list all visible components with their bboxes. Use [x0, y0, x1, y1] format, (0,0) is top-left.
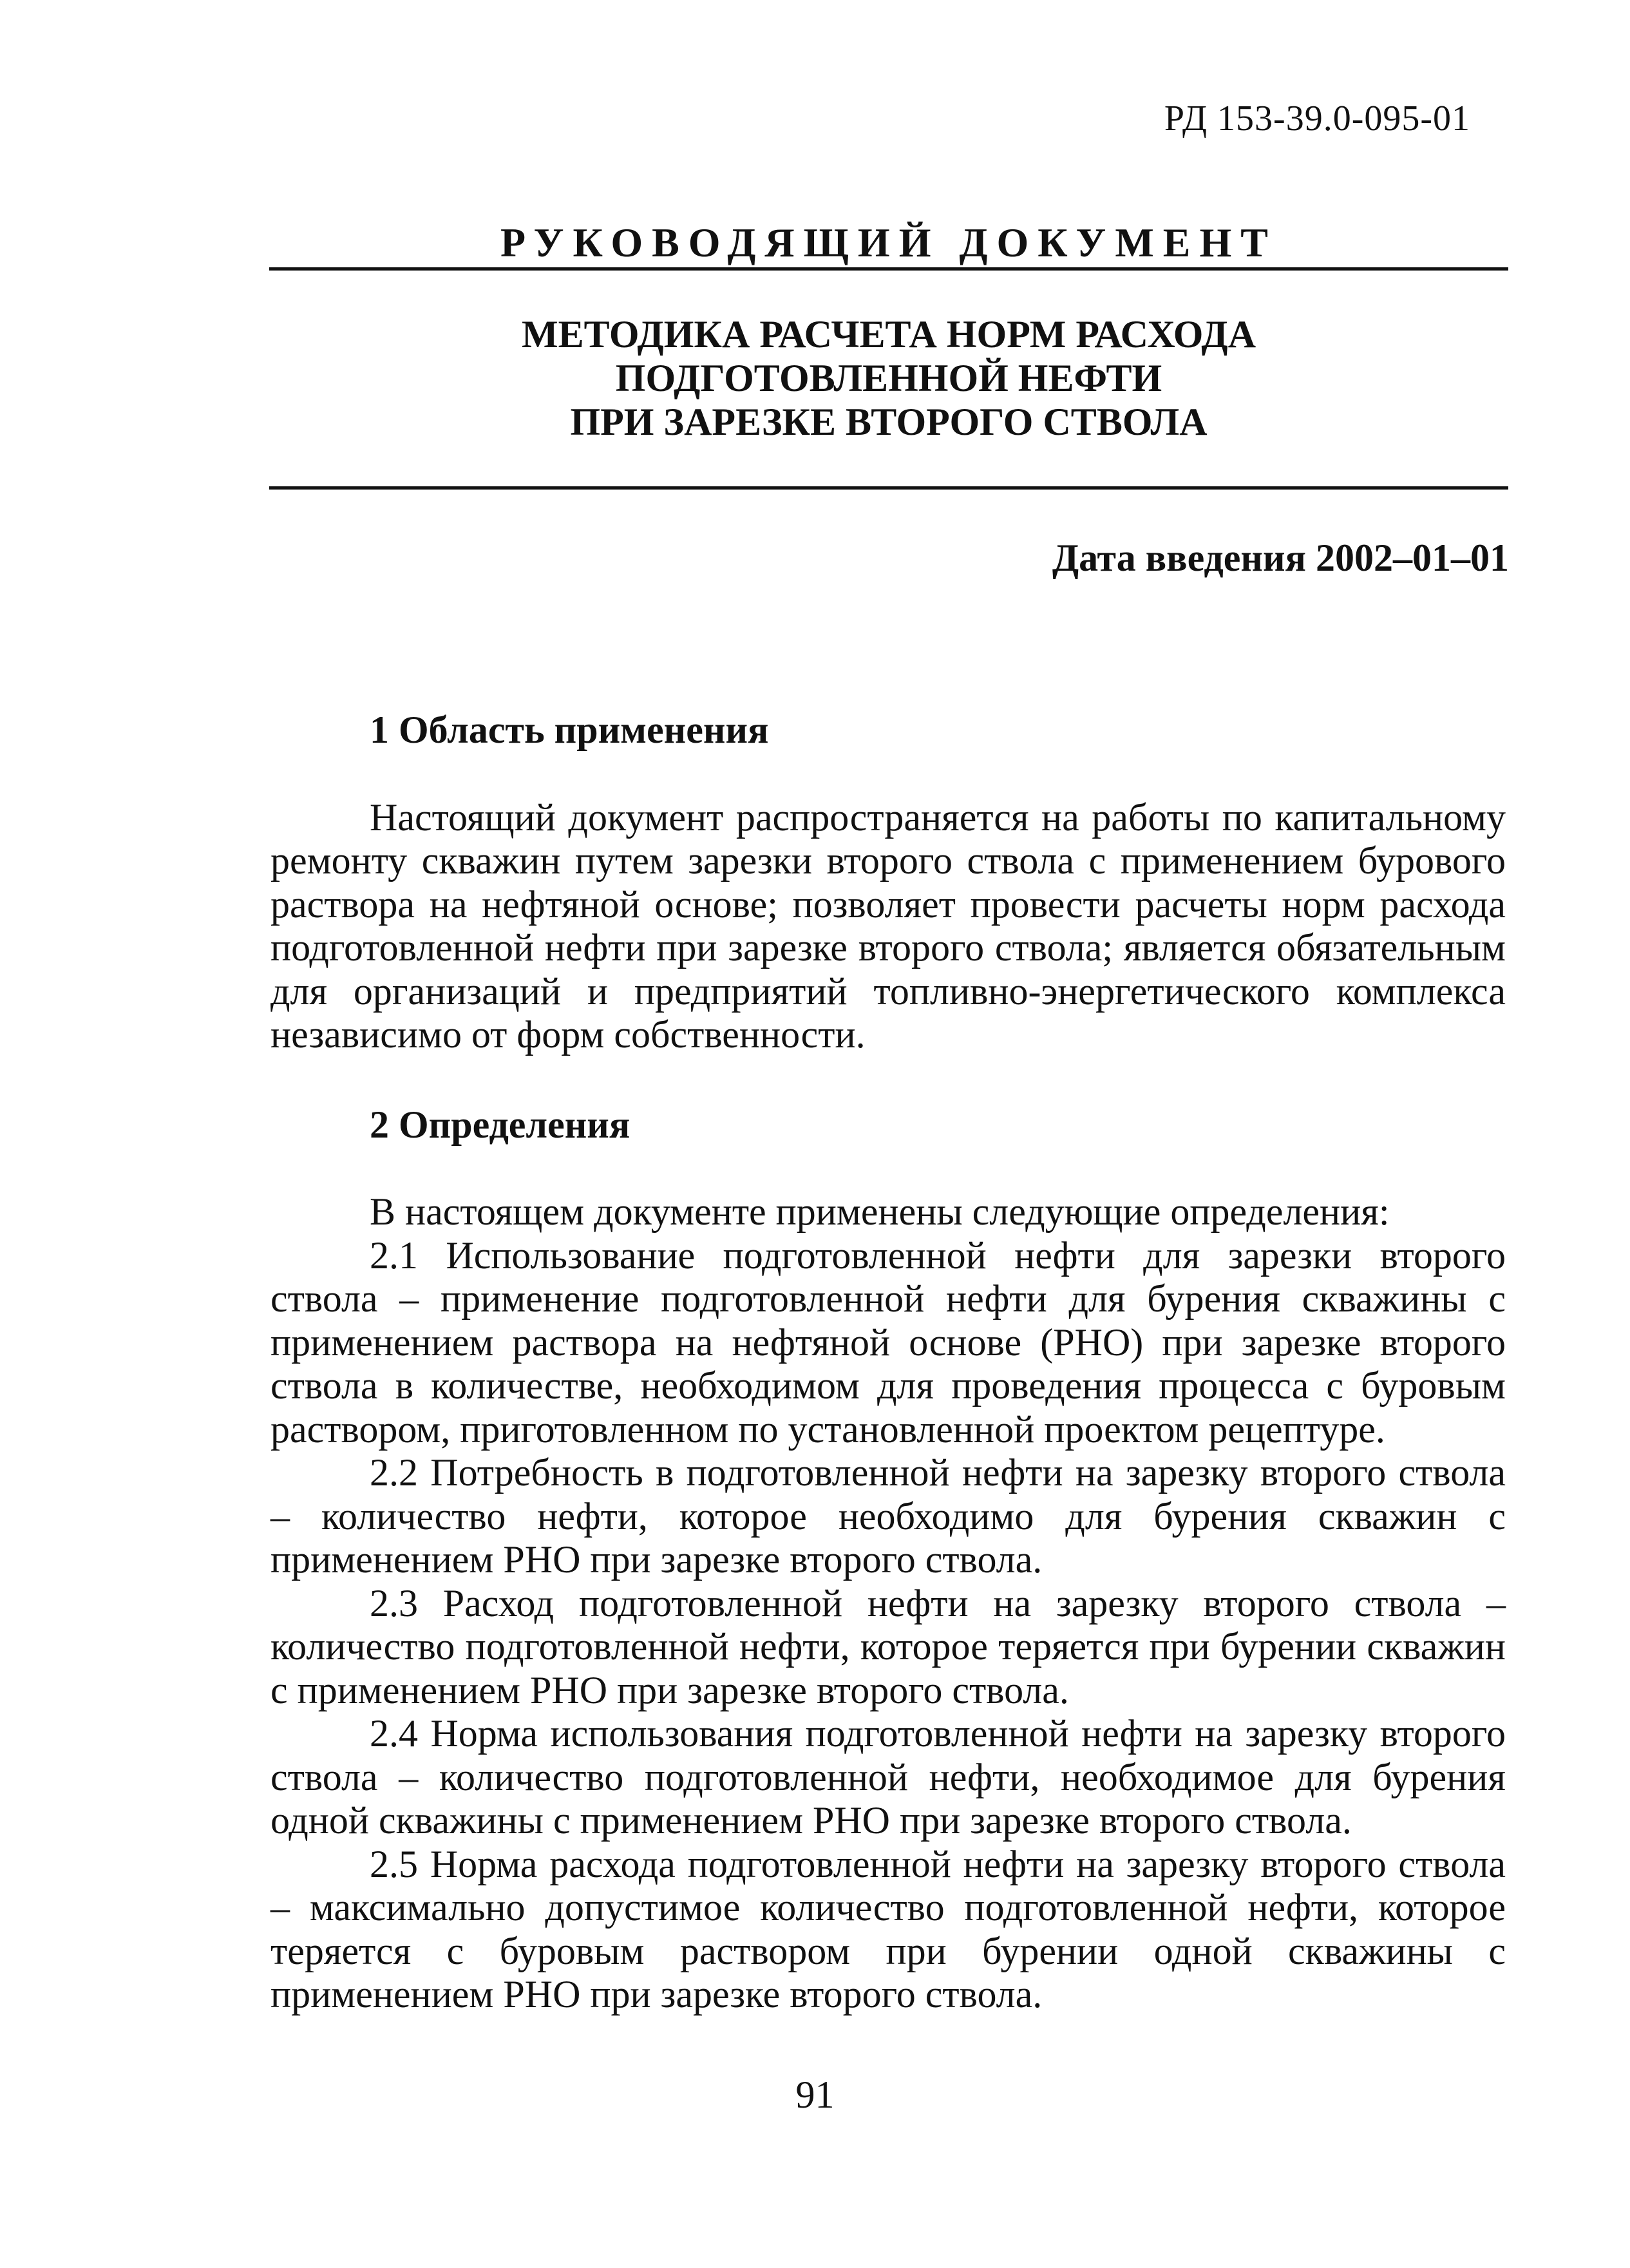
definition-item: 2.1 Использование подготовленной нефти для зарезки второго ствола – применение подготовленной нефти для бурения скважины с применением раствора на нефтяной основе (РНО) при зарезке второго ствола в количестве, необходимом для проведения процесса с буровым раствором, приготовленном по установленной проектом рецептуре. — [270, 1234, 1506, 1451]
document-number: РД 153-39.0-095-01 — [1164, 99, 1470, 138]
title-line: МЕТОДИКА РАСЧЕТА НОРМ РАСХОДА — [521, 313, 1256, 356]
definition-item: 2.2 Потребность в подготовленной нефти на зарезку второго ствола – количество нефти, которое необходимо для бурения скважин с применением РНО при зарезке второго ствола. — [270, 1451, 1506, 1581]
bottom-divider — [269, 486, 1508, 490]
title-line: ПОДГОТОВЛЕННОЙ НЕФТИ — [615, 357, 1162, 399]
page-number: 91 — [795, 2073, 835, 2116]
definition-item: 2.5 Норма расхода подготовленной нефти на зарезку второго ствола – максимально допустимое количество подготовленной нефти, которое теряется с буровым раствором при бурении одной скважины с применением РНО при зарезке второго ствола. — [270, 1842, 1506, 2015]
scope-paragraph: Настоящий документ распространяется на работы по капитальному ремонту скважин путем зарезки второго ствола с применением бурового раствора на нефтяной основе; позволяет провести расчеты норм расхода подготовленной нефти при зарезке второго ствола; является обязательным для организаций и предприятий топливно-энергетического комплекса независимо от форм собственности. — [270, 796, 1506, 1056]
top-divider — [269, 267, 1508, 271]
definition-item: 2.3 Расход подготовленной нефти на зарезку второго ствола – количество подготовленной нефти, которое теряется при бурении скважин с применением РНО при зарезке второго ствола. — [270, 1581, 1506, 1711]
definitions-lead: В настоящем документе применены следующие определения: — [370, 1190, 1390, 1233]
introduction-date: Дата введения 2002–01–01 — [1052, 537, 1509, 579]
definition-item: 2.4 Норма использования подготовленной нефти на зарезку второго ствола – количество подготовленной нефти, необходимое для бурения одной скважины с применением РНО при зарезке второго ствола. — [270, 1712, 1506, 1842]
document-type-heading: РУКОВОДЯЩИЙ ДОКУМЕНТ — [500, 220, 1277, 265]
section-heading-scope: 1 Область применения — [370, 709, 769, 751]
section-heading-definitions: 2 Определения — [370, 1103, 630, 1146]
title-line: ПРИ ЗАРЕЗКЕ ВТОРОГО СТВОЛА — [570, 401, 1208, 443]
document-body — [270, 709, 1506, 2017]
document-title — [269, 312, 1508, 444]
